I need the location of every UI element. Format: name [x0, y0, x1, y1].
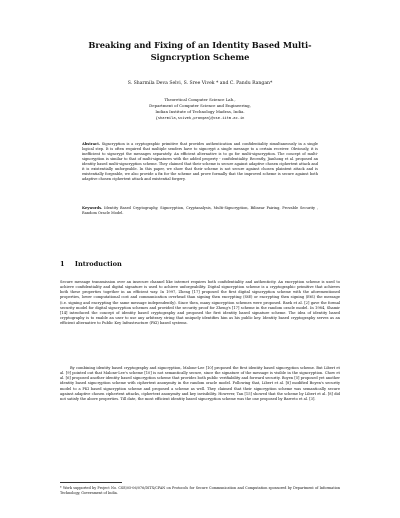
affiliation-lab: Theoretical Computer Science Lab., — [164, 97, 236, 102]
author-list: S. Sharmila Deva Selvi, S. Sree Vivek * and C. Pandu Rangan* — [127, 81, 273, 86]
footnote-divider — [60, 482, 122, 483]
paper-title: Breaking and Fixing of an Identity Based Multi-Signcryption Scheme — [88, 40, 312, 62]
affiliation-department: Department of Computer Science and Engineering, — [149, 103, 251, 108]
keywords-label: Keywords. — [82, 206, 103, 210]
section-heading — [60, 260, 122, 268]
keywords-text: Identity Based Cryptography, Signcryption, Cryptanalysis, Multi-Signcryption, Bilinear Pairing, Provable Security , Random Oracle Model. — [82, 206, 318, 216]
author-email: {sharmila,svivek,prangan}@cse.iitm.ac.in — [155, 116, 245, 120]
abstract-block — [82, 142, 318, 192]
footnote: * Work supported by Project No. CSE/05-06/076/DITX/CPAN on Protocols for Secure Communication and Computation sponsored by Department of Information Technology, Government of India. — [60, 486, 340, 495]
affiliation-institute: Indian Institute of Technology Madras, India. — [155, 109, 245, 114]
body-paragraph: By combining identity based cryptography and signcryption, Malone-Lee [10] proposed the first identity based signcryption scheme. But Libert et al. [9] pointed out that Malone-Lee's scheme [10] is not semantically secure, since the signature of the message is visible in the signcryption. Chow et al. [6] proposed another identity based signcryption scheme that provides both public verifiability and forward security. Boyen [5] proposed yet another identity based signcryption scheme with ciphertext anonymity in the random oracle model. Following that, Libert et al. [8] modified Boyen's security model to a PKI based signcryption scheme and proposed a scheme as well. They claimed that their signcryption scheme was semantically secure against adaptive chosen ciphertext attacks, ciphertext anonymity and key invisibility. However, Tan [15] showed that the scheme by Libert et al. [8] did not satisfy the above properties. Till date, the most efficient identity based signcryption scheme was the one proposed by Barreto et al. [3]. — [60, 366, 340, 401]
abstract-text: Signcryption is a cryptographic primitive that provides authentication and confidentiality simultaneously in a single logical step. It is often required that multiple senders have to signcrypt a single message to a certain receiver. Obviously, it is inefficient to signcrypt the messages separately. An efficient alternative is to go for multi-signcryption. The concept of multi-signcryption is similar to that of multi-signatures with the added property - confidentiality. Recently, Jianhong et al. proposed an identity based multi-signcryption scheme. They claimed that their scheme is secure against adaptive chosen ciphertext attack and it is existentially unforgeable. In this paper, we show that their scheme is not secure against chosen plaintext attack and is existentially forgeable, we also provide a fix for the scheme and prove formally that the improved scheme is secure against both adaptive chosen ciphertext attack and existential forgery. — [82, 142, 318, 182]
affiliation-block — [60, 97, 340, 121]
body-paragraph: Secure message transmission over an insecure channel like internet requires both confidentiality and authenticity. An encryption scheme is used to achieve confidentiality and digital signature is used to achieve unforgeability. Digital signcryption scheme is a cryptographic primitive that achieves both these properties together in an efficient way. In 1997, Zheng [17] proposed the first digital signcryption scheme with the aforementioned properties, lower computational cost and communication overhead than signing then encrypting (StE) or encrypting then signing (EtS) the message (i.e. signing and encrypting the same message independently). Since then, many signcryption schemes were proposed. Baek et al. [2] gave the formal security model for digital signcryption schemes and provided the security proof for Zheng's [17] scheme in the random oracle model. In 1984, Shamir [14] introduced the concept of identity based cryptography and proposed the first identity based signature scheme. The idea of identity based cryptography is to enable an user to use any arbitrary string that uniquely identifies him as his public key. Identity based cryptography serves as an efficient alternative to Public Key Infrastructure (PKI) based systems. — [60, 280, 340, 325]
keywords-block — [82, 206, 318, 218]
section-number: 1 — [60, 260, 65, 268]
abstract-label: Abstract. — [82, 142, 101, 146]
section-title: Introduction — [74, 260, 122, 268]
